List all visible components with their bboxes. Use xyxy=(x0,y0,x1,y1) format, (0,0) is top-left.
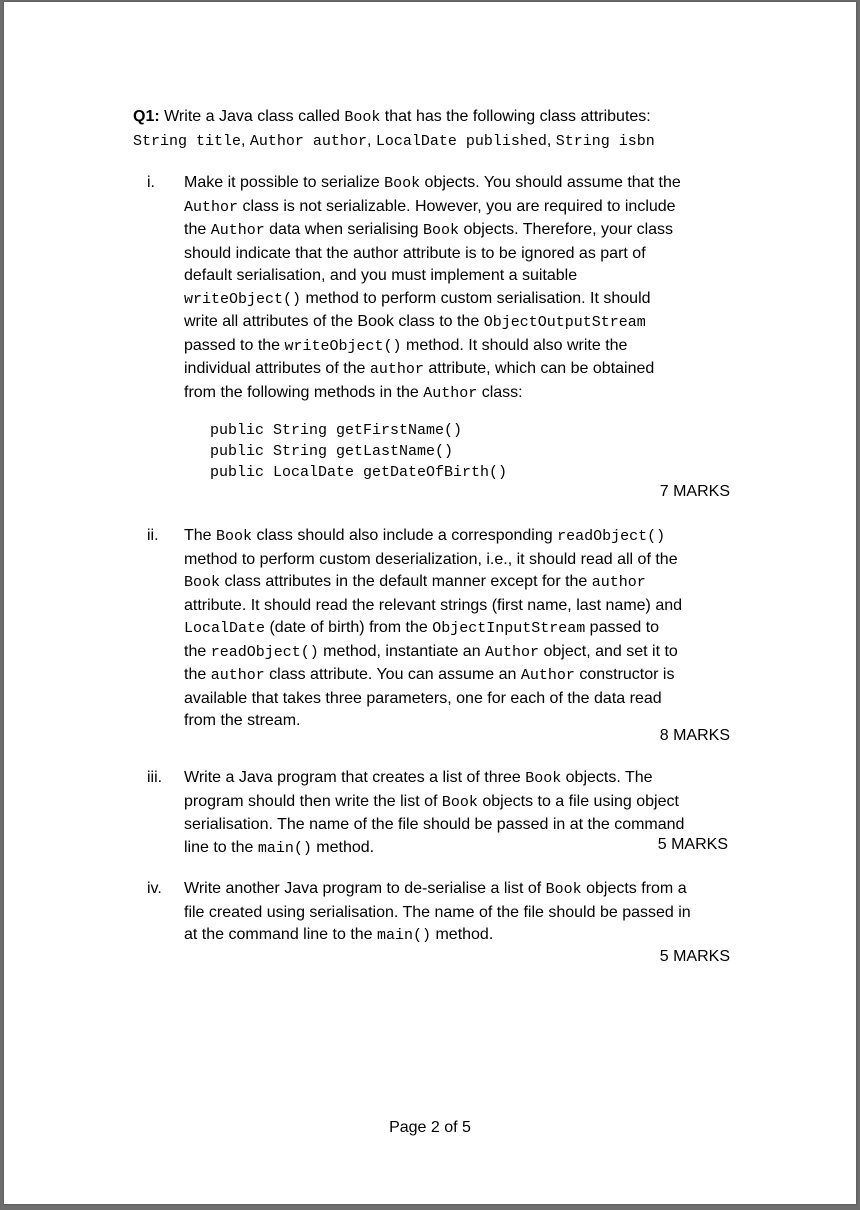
document-page xyxy=(4,2,856,1204)
code-line: public LocalDate getDateOfBirth() xyxy=(210,464,508,481)
inline-code: writeObject() xyxy=(184,290,302,308)
code-line: public String getFirstName() xyxy=(210,422,463,439)
text-segment: line to the xyxy=(184,838,258,856)
text-segment: method. It should also write the xyxy=(401,336,628,354)
text-line xyxy=(184,311,734,335)
part-text xyxy=(184,172,734,405)
marks-label: 5 MARKS xyxy=(659,948,730,965)
text-segment: objects. Therefore, your class xyxy=(459,221,674,238)
text-line xyxy=(184,549,734,572)
text-segment: should indicate that the author attribute is to be ignored as part of xyxy=(184,244,646,262)
inline-code: writeObject() xyxy=(284,337,402,355)
part-text xyxy=(184,767,734,860)
inline-code: readObject() xyxy=(210,643,319,661)
inline-code: Author xyxy=(485,643,540,661)
inline-code: Author xyxy=(210,222,265,239)
text-segment: default serialisation, and you must implement a suitable xyxy=(184,267,578,284)
question-label: Q1: xyxy=(133,108,160,125)
text-segment: attribute, which can be obtained xyxy=(423,360,655,377)
inline-code: readObject() xyxy=(557,528,666,545)
part-numeral: i. xyxy=(147,174,155,191)
text-segment: available that takes three parameters, one for each of the data read xyxy=(184,689,662,707)
text-segment: class is not serializable. However, you are required to include xyxy=(238,197,676,215)
text-segment: Write a Java program that creates a list of three xyxy=(184,769,526,786)
text-segment: program should then write the list of xyxy=(184,792,442,810)
text-segment: Write another Java program to de-serialise a list of xyxy=(184,880,546,897)
inline-code: LocalDate xyxy=(184,620,266,637)
text-segment: passed to xyxy=(585,619,660,636)
text-segment: objects. You should assume that the xyxy=(420,174,681,191)
inline-code: main() xyxy=(257,839,312,857)
code-line: public String getLastName() xyxy=(210,443,454,460)
text-line xyxy=(184,243,734,266)
text-segment: objects from a xyxy=(581,880,687,897)
text-segment: The xyxy=(184,527,217,544)
text-line xyxy=(184,878,734,902)
text-segment: Make it possible to serialize xyxy=(184,174,385,191)
page-number: Page 2 of 5 xyxy=(389,1119,471,1136)
text-segment: class: xyxy=(477,383,523,401)
text-segment: class attributes in the default manner except for the xyxy=(220,573,592,590)
text-segment: at the command line to the xyxy=(184,926,377,943)
part-numeral: iii. xyxy=(147,769,163,786)
inline-code: Book xyxy=(216,528,253,545)
text-line xyxy=(184,902,734,925)
text-line xyxy=(184,172,734,196)
text-segment: the xyxy=(184,666,211,683)
text-line xyxy=(184,664,734,688)
marks-label: 7 MARKS xyxy=(659,483,730,500)
text-segment: class should also include a corresponding xyxy=(252,527,558,544)
text-line xyxy=(184,767,734,791)
inline-code: main() xyxy=(377,927,432,944)
text-line xyxy=(184,710,734,733)
text-line xyxy=(184,791,734,815)
text-line xyxy=(184,358,734,382)
attribute-list: String title, Author author, LocalDate published, String isbn xyxy=(133,131,655,150)
text-segment: method, instantiate an xyxy=(318,642,486,660)
question-heading xyxy=(133,106,753,153)
inline-code: Book xyxy=(441,793,478,811)
text-line xyxy=(184,924,734,948)
part-numeral: iv. xyxy=(147,880,162,897)
text-line xyxy=(184,196,734,220)
text-segment: method. xyxy=(431,926,494,943)
part-text xyxy=(184,878,734,948)
text-segment: data when serialising xyxy=(264,221,424,238)
text-segment: (date of birth) from the xyxy=(265,619,433,636)
text-line xyxy=(184,265,734,288)
marks-label: 8 MARKS xyxy=(659,727,730,744)
text-line xyxy=(184,814,734,837)
inline-code: Author xyxy=(184,198,239,216)
text-segment: from the stream. xyxy=(184,712,301,729)
text-line xyxy=(184,641,734,665)
inline-code: Book xyxy=(344,109,381,126)
text-segment: constructor is xyxy=(574,666,675,683)
text-segment: class attribute. You can assume an xyxy=(264,666,521,683)
text-segment: object, and set it to xyxy=(539,642,678,660)
text-line xyxy=(184,288,734,312)
text-line xyxy=(184,382,734,406)
inline-code: Author xyxy=(423,384,478,402)
text-segment: objects to a file using object xyxy=(477,792,679,810)
inline-code: Book xyxy=(423,222,460,239)
text-segment: method. xyxy=(311,838,375,856)
text-segment: from the following methods in the xyxy=(184,383,424,401)
inline-code: ObjectOutputStream xyxy=(483,314,646,331)
text-line xyxy=(184,688,734,711)
part-text xyxy=(184,525,734,733)
inline-code: Book xyxy=(384,175,421,192)
text-segment: objects. The xyxy=(561,769,653,786)
part-numeral: ii. xyxy=(147,527,159,544)
text-segment: method to perform custom deserialization, i.e., it should read all of the xyxy=(184,550,678,568)
text-segment: passed to the xyxy=(184,336,285,354)
text-segment: serialisation. The name of the file should be passed in at the command xyxy=(184,816,685,833)
text-line xyxy=(184,617,734,641)
marks-label: 5 MARKS xyxy=(657,836,728,853)
text-line xyxy=(184,571,734,595)
text-segment: write all attributes of the Book class to the xyxy=(184,313,484,330)
text-line xyxy=(184,525,734,549)
inline-code: Author xyxy=(520,667,575,684)
inline-code: Book xyxy=(545,881,582,898)
text-line xyxy=(184,335,734,359)
inline-code: author xyxy=(591,574,646,591)
inline-code: ObjectInputStream xyxy=(432,620,586,637)
question-intro-line: Q1: Write a Java class called Book that has the following class attributes: xyxy=(133,108,651,126)
text-line xyxy=(184,837,734,861)
text-line xyxy=(184,595,734,618)
text-segment: individual attributes of the xyxy=(184,360,370,377)
inline-code: author xyxy=(210,667,265,684)
text-segment: the xyxy=(184,221,211,238)
inline-code: author xyxy=(369,361,424,378)
text-segment: the xyxy=(184,642,211,660)
text-segment: method to perform custom serialisation. It should xyxy=(301,289,651,307)
inline-code: Book xyxy=(525,770,562,787)
text-line xyxy=(184,219,734,243)
code-block xyxy=(210,420,507,483)
text-segment: attribute. It should read the relevant strings (first name, last name) and xyxy=(184,596,683,614)
inline-code: Book xyxy=(184,574,221,591)
text-segment: file created using serialisation. The name of the file should be passed in xyxy=(184,903,691,921)
